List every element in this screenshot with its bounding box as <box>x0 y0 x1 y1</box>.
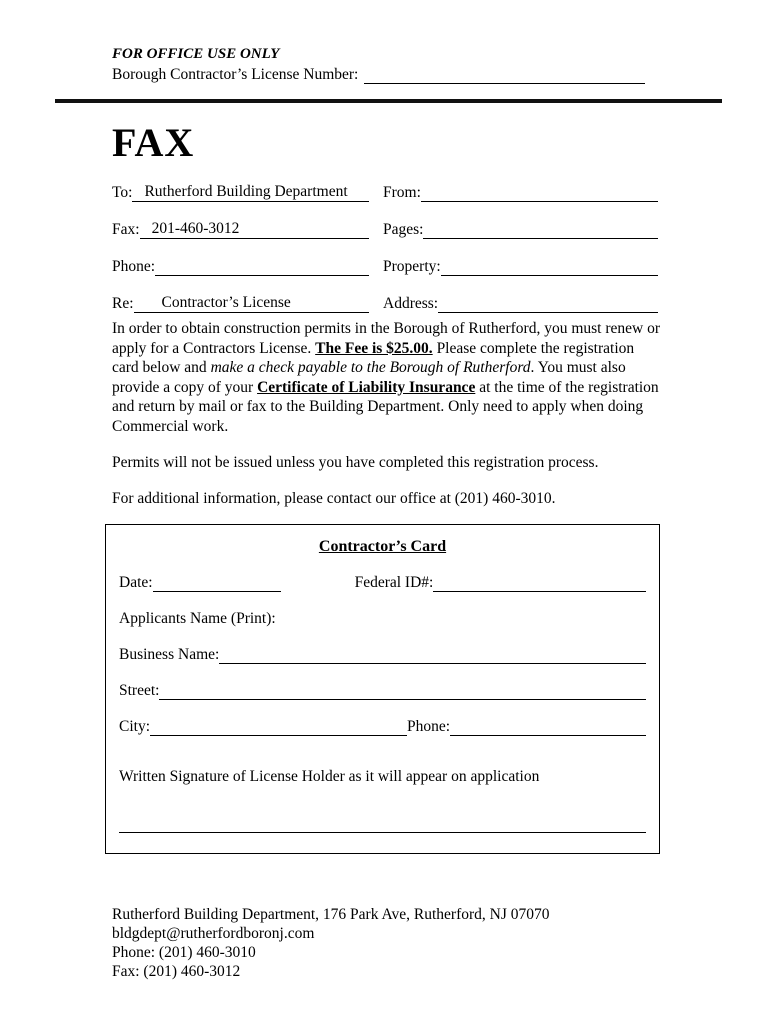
fax-row-to-from <box>112 182 658 202</box>
street-label: Street: <box>119 682 160 699</box>
card-row-business <box>119 644 646 664</box>
footer-email: bldgdept@rutherfordboronj.com <box>112 925 315 942</box>
fax-label: Fax: <box>112 221 140 238</box>
document-body <box>0 121 770 981</box>
fax-value[interactable]: 201-460-3012 <box>140 220 369 239</box>
card-row-street <box>119 680 646 700</box>
phone-label: Phone: <box>112 258 156 275</box>
card-title: Contractor’s Card <box>318 538 447 555</box>
date-blank[interactable] <box>153 591 281 592</box>
office-use-block <box>0 0 770 84</box>
pages-label: Pages: <box>383 221 424 238</box>
license-number-label: Borough Contractor’s License Number: <box>112 66 359 83</box>
signature-instruction: Written Signature of License Holder as it will appear on application <box>119 768 540 785</box>
intro-text-3: . You must also provide a copy of your <box>112 359 626 396</box>
city-label: City: <box>119 718 151 735</box>
date-label: Date: <box>119 574 153 591</box>
intro-paragraph <box>112 319 660 436</box>
property-label: Property: <box>383 258 441 275</box>
footer-fax: Fax: (201) 460-3012 <box>112 963 241 980</box>
fee-amount-text: The Fee is $25.00. <box>315 339 433 357</box>
re-label: Re: <box>112 295 134 312</box>
re-value[interactable]: Contractor’s License <box>134 294 369 313</box>
card-row-city-phone <box>119 716 646 736</box>
city-blank[interactable] <box>150 735 407 736</box>
pages-field <box>383 221 658 239</box>
fax-number-field <box>112 220 383 239</box>
signature-blank[interactable] <box>119 832 646 833</box>
license-number-blank[interactable] <box>364 78 645 84</box>
address-label: Address: <box>383 295 439 312</box>
address-field <box>383 295 658 313</box>
check-payable-text: make a check payable to the Borough of Rutherford <box>210 359 531 376</box>
divider-rule <box>55 99 722 103</box>
pages-blank[interactable] <box>423 233 658 239</box>
permits-note: Permits will not be issued unless you have completed this registration process. <box>112 454 599 471</box>
footer-address: Rutherford Building Department, 176 Park Ave, Rutherford, NJ 07070 <box>112 906 550 923</box>
property-field <box>383 258 658 276</box>
contractor-card-box <box>105 524 660 854</box>
fax-title: FAX <box>112 120 195 165</box>
contact-note: For additional information, please contact our office at (201) 460-3010. <box>112 490 556 507</box>
to-value[interactable]: Rutherford Building Department <box>132 183 369 202</box>
footer-block <box>112 905 658 981</box>
card-row-applicant <box>119 608 646 628</box>
license-number-row <box>112 66 658 84</box>
business-name-label: Business Name: <box>119 646 220 663</box>
property-blank[interactable] <box>441 270 658 276</box>
federal-id-label: Federal ID#: <box>354 574 434 591</box>
from-label: From: <box>383 184 421 201</box>
fax-row-re-address <box>112 293 658 313</box>
from-field <box>383 184 658 202</box>
re-field <box>112 294 383 313</box>
liability-insurance-text: Certificate of Liability Insurance <box>257 378 476 396</box>
phone-field <box>112 258 383 276</box>
fax-row-phone-property <box>112 256 658 276</box>
federal-id-blank[interactable] <box>433 586 646 592</box>
phone-blank[interactable] <box>155 270 369 276</box>
intro-text-1: In order to obtain construction permits in the Borough of Rutherford, you must renew or apply for a Contractors License. <box>112 320 660 357</box>
applicants-name-label: Applicants Name (Print): <box>119 610 276 627</box>
card-row-date-federal <box>119 572 646 592</box>
card-phone-blank[interactable] <box>450 730 646 736</box>
business-name-blank[interactable] <box>219 658 646 664</box>
intro-text-2: Please complete the registration card below and <box>112 339 635 376</box>
fax-row-fax-pages <box>112 219 658 239</box>
intro-text-4: at the time of the registration and return by mail or fax to the Building Department. Only need to apply when doing Commercial work. <box>112 378 659 435</box>
from-blank[interactable] <box>421 196 658 202</box>
card-phone-label: Phone: <box>407 718 451 735</box>
footer-phone: Phone: (201) 460-3010 <box>112 944 256 961</box>
to-label: To: <box>112 184 133 201</box>
to-field <box>112 183 383 202</box>
street-blank[interactable] <box>159 694 646 700</box>
office-use-notice: FOR OFFICE USE ONLY <box>112 46 280 62</box>
address-blank[interactable] <box>438 307 658 313</box>
